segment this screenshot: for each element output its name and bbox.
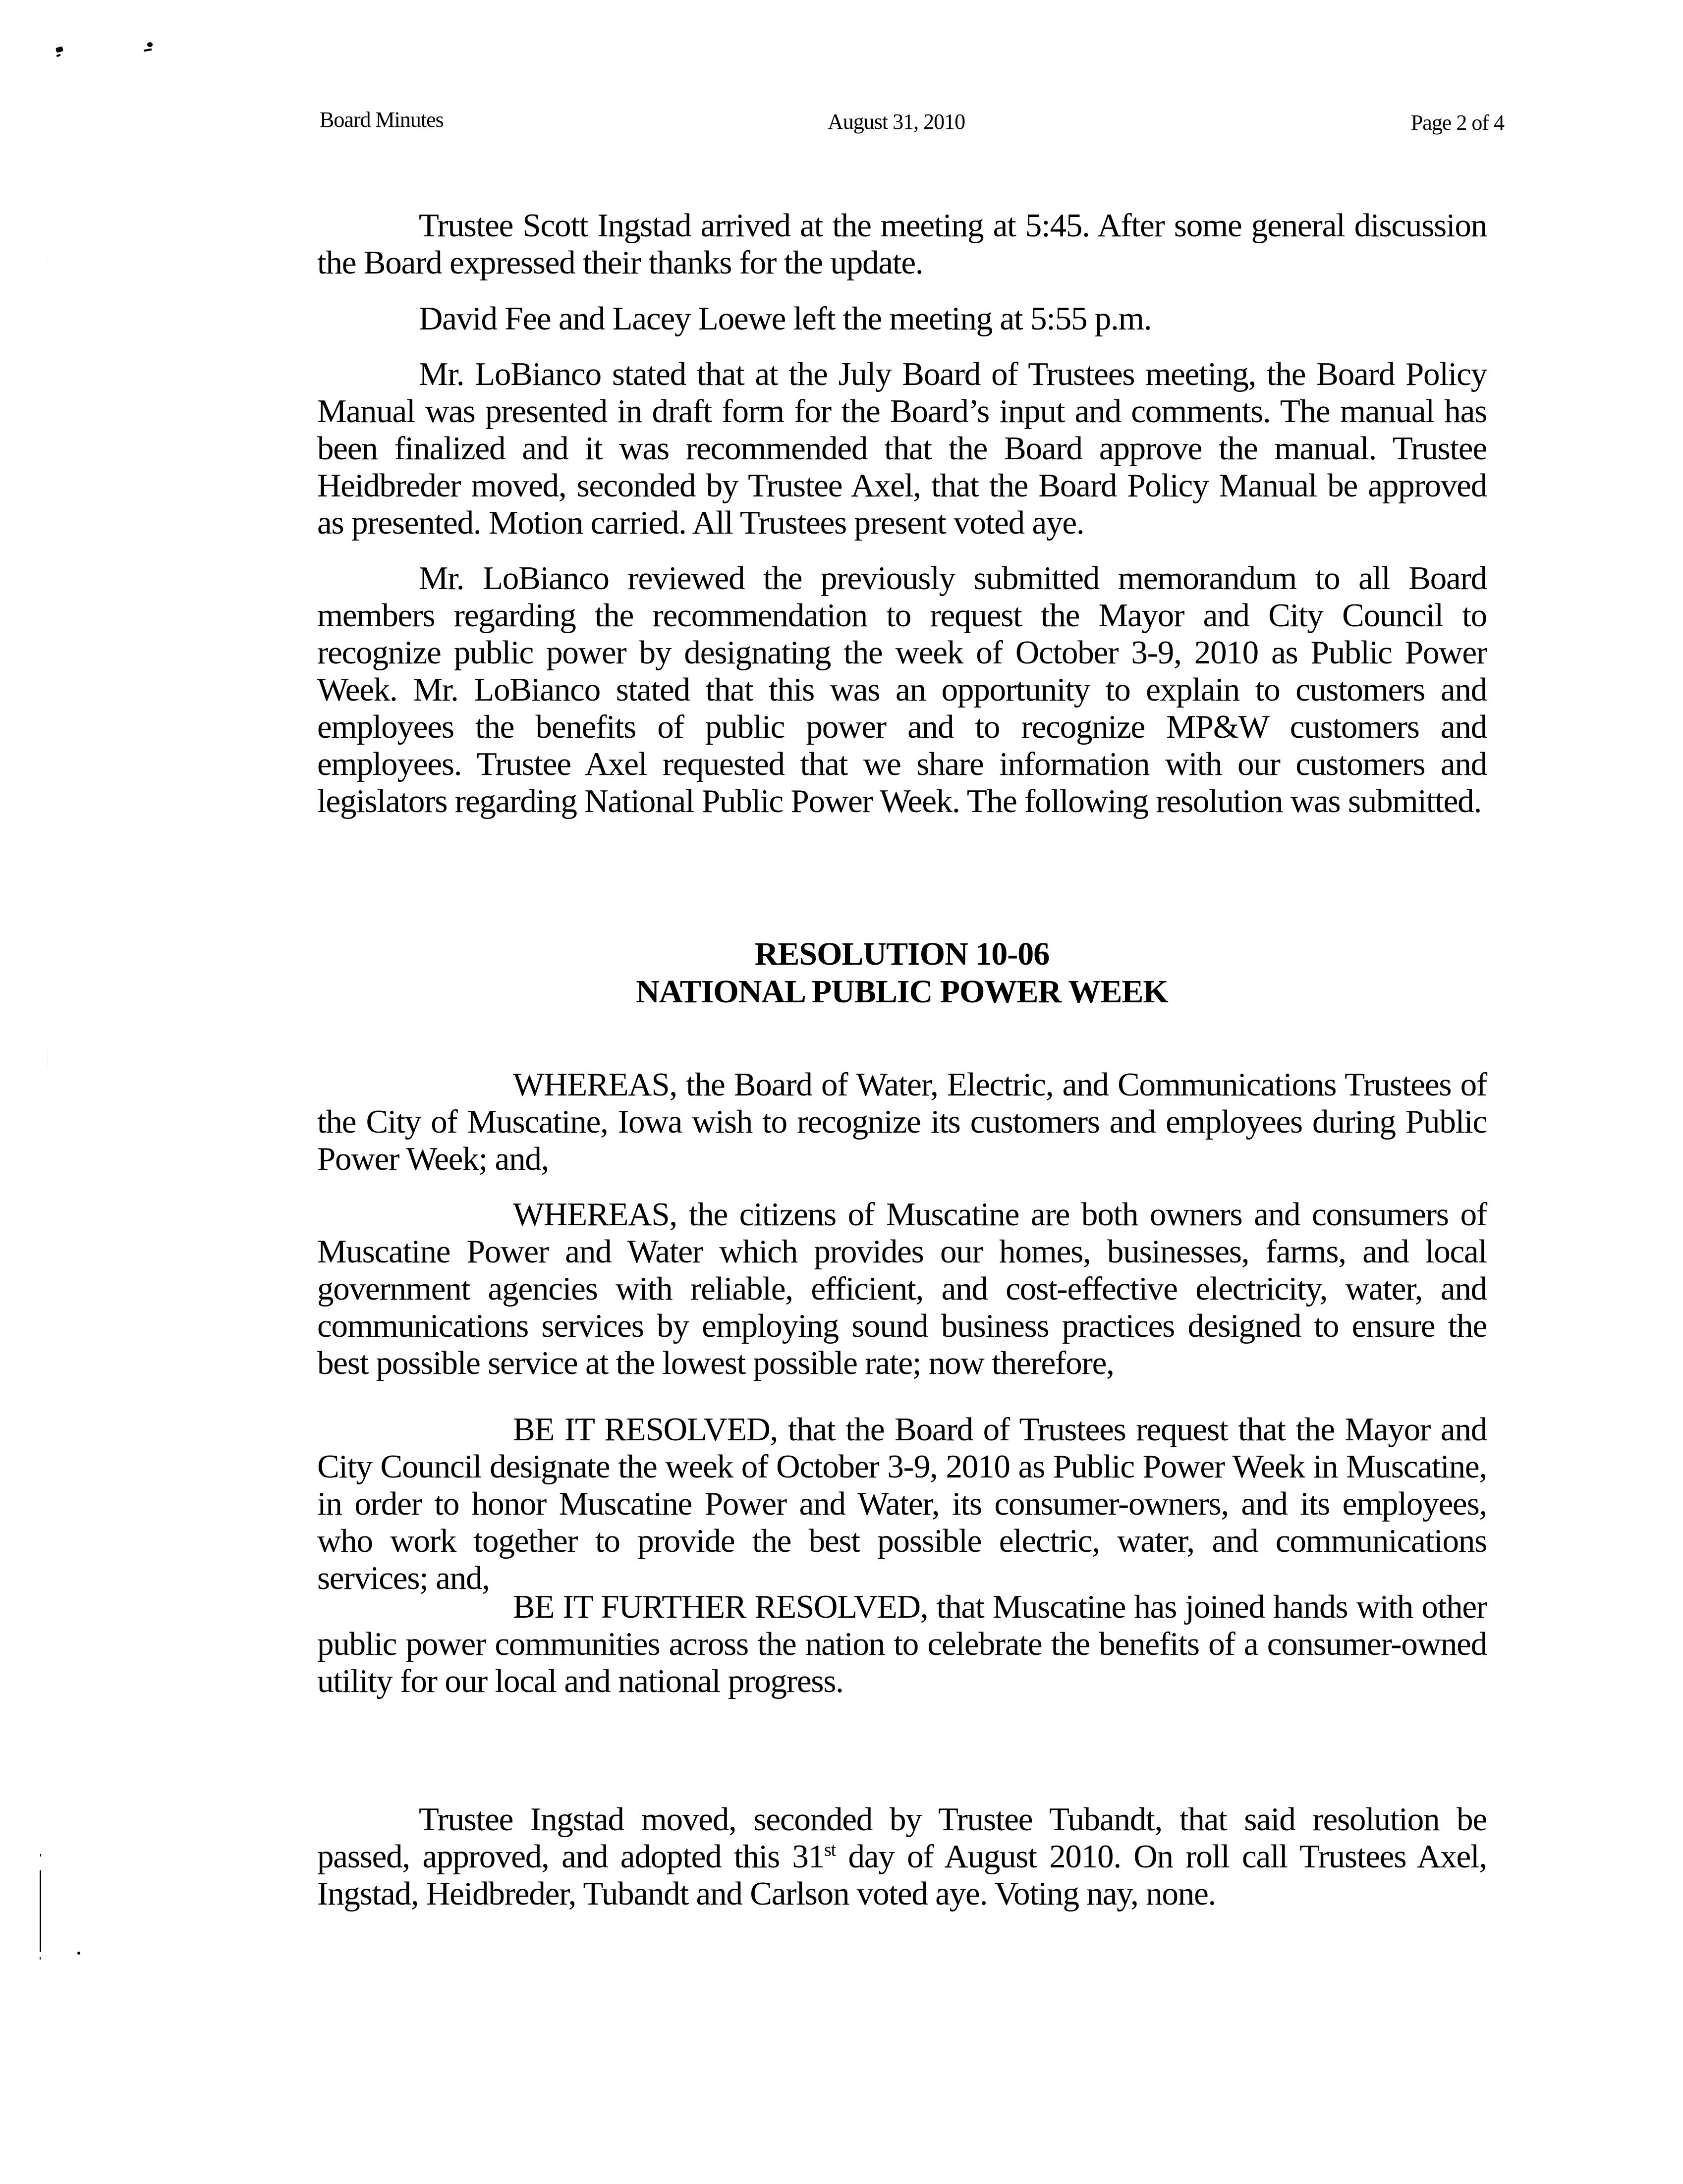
header-page-number: Page 2 of 4 [1410, 110, 1504, 135]
clause-text: BE IT FURTHER RESOLVED, that Muscatine has joined hands with other public power communities across the nation to celebrate the benefits of a consumer-owned utility for our local and national progress. [317, 1588, 1487, 1699]
resolution-heading [317, 935, 1487, 1011]
vote-text-after: day of August 2010. On roll call Trustees Axel, Ingstad, Heidbreder, Tubandt and Carlson voted aye. Voting nay, none. [317, 1838, 1487, 1912]
scan-edge-line [40, 1870, 41, 1952]
ordinal-suffix: st [824, 1839, 836, 1860]
resolution-title: NATIONAL PUBLIC POWER WEEK [636, 974, 1168, 1010]
scan-speck [144, 49, 152, 52]
page-header [320, 105, 1504, 135]
paragraph-text: Mr. LoBianco reviewed the previously submitted memorandum to all Board members regarding the recommendation to request the Mayor and City Council to recognize public power by designating the week of October 3-9, 2010 as Public Power Week. Mr. LoBianco stated that this was an opportunity to explain to customers and employees the benefits of public power and to recognize MP&W customers and employees. Trustee Axel requested that we share information with our customers and legislators regarding National Public Power Week. The following resolution was submitted. [317, 560, 1487, 819]
paragraph-text: David Fee and Lacey Loewe left the meeting at 5:55 p.m. [419, 300, 1152, 337]
minutes-paragraph-3 [317, 356, 1487, 542]
resolution-number: RESOLUTION 10-06 [754, 936, 1050, 972]
clause-text: BE IT RESOLVED, that the Board of Trustees request that the Mayor and City Council designate the week of October 3-9, 2010 as Public Power Week in Muscatine, in order to honor Muscatine Power and Water, its consumer-owners, and its employees, who work together to provide the best possible electric, water, and communications services; and, [317, 1411, 1487, 1596]
scan-speck [40, 1854, 41, 1856]
clause-text: WHEREAS, the Board of Water, Electric, and Communications Trustees of the City of Muscatine, Iowa wish to recognize its customers and employees during Public Power Week; and, [317, 1066, 1487, 1177]
scan-speck [56, 46, 63, 53]
resolution-clause-2 [317, 1196, 1487, 1382]
resolution-clause-1 [317, 1066, 1487, 1178]
resolution-clause-4 [317, 1588, 1487, 1700]
scan-speck [40, 1957, 41, 1960]
vote-paragraph [317, 1801, 1487, 1912]
clause-text: WHEREAS, the citizens of Muscatine are both owners and consumers of Muscatine Power and Water which provides our homes, businesses, farms, and local government agencies with reliable, efficient, and cost-effective electricity, water, and communications services by employing sound business practices designed to ensure the best possible service at the lowest possible rate; now therefore, [317, 1196, 1487, 1381]
paragraph-text: Mr. LoBianco stated that at the July Board of Trustees meeting, the Board Policy Manual was presented in draft form for the Board’s input and comments. The manual has been finalized and it was recommended that the Board approve the manual. Trustee Heidbreder moved, seconded by Trustee Axel, that the Board Policy Manual be approved as presented. Motion carried. All Trustees present voted aye. [317, 356, 1487, 541]
scan-speck [77, 1952, 80, 1955]
resolution-clause-3 [317, 1411, 1487, 1597]
header-doc-title: Board Minutes [320, 108, 444, 132]
vote-text-before: Trustee Ingstad moved, seconded by Trustee Tubandt, that said resolution be passed, approved, and adopted this 31 [317, 1801, 1487, 1875]
minutes-paragraph-1 [317, 207, 1487, 281]
minutes-paragraph-2 [317, 300, 1487, 337]
scan-speck [147, 42, 153, 47]
paragraph-text: Trustee Scott Ingstad arrived at the meeting at 5:45. After some general discussion the Board expressed their thanks for the update. [317, 207, 1487, 281]
scan-speck [56, 54, 61, 57]
header-date: August 31, 2010 [828, 109, 965, 134]
vote-text [317, 1801, 1487, 1912]
minutes-paragraph-4 [317, 560, 1487, 820]
